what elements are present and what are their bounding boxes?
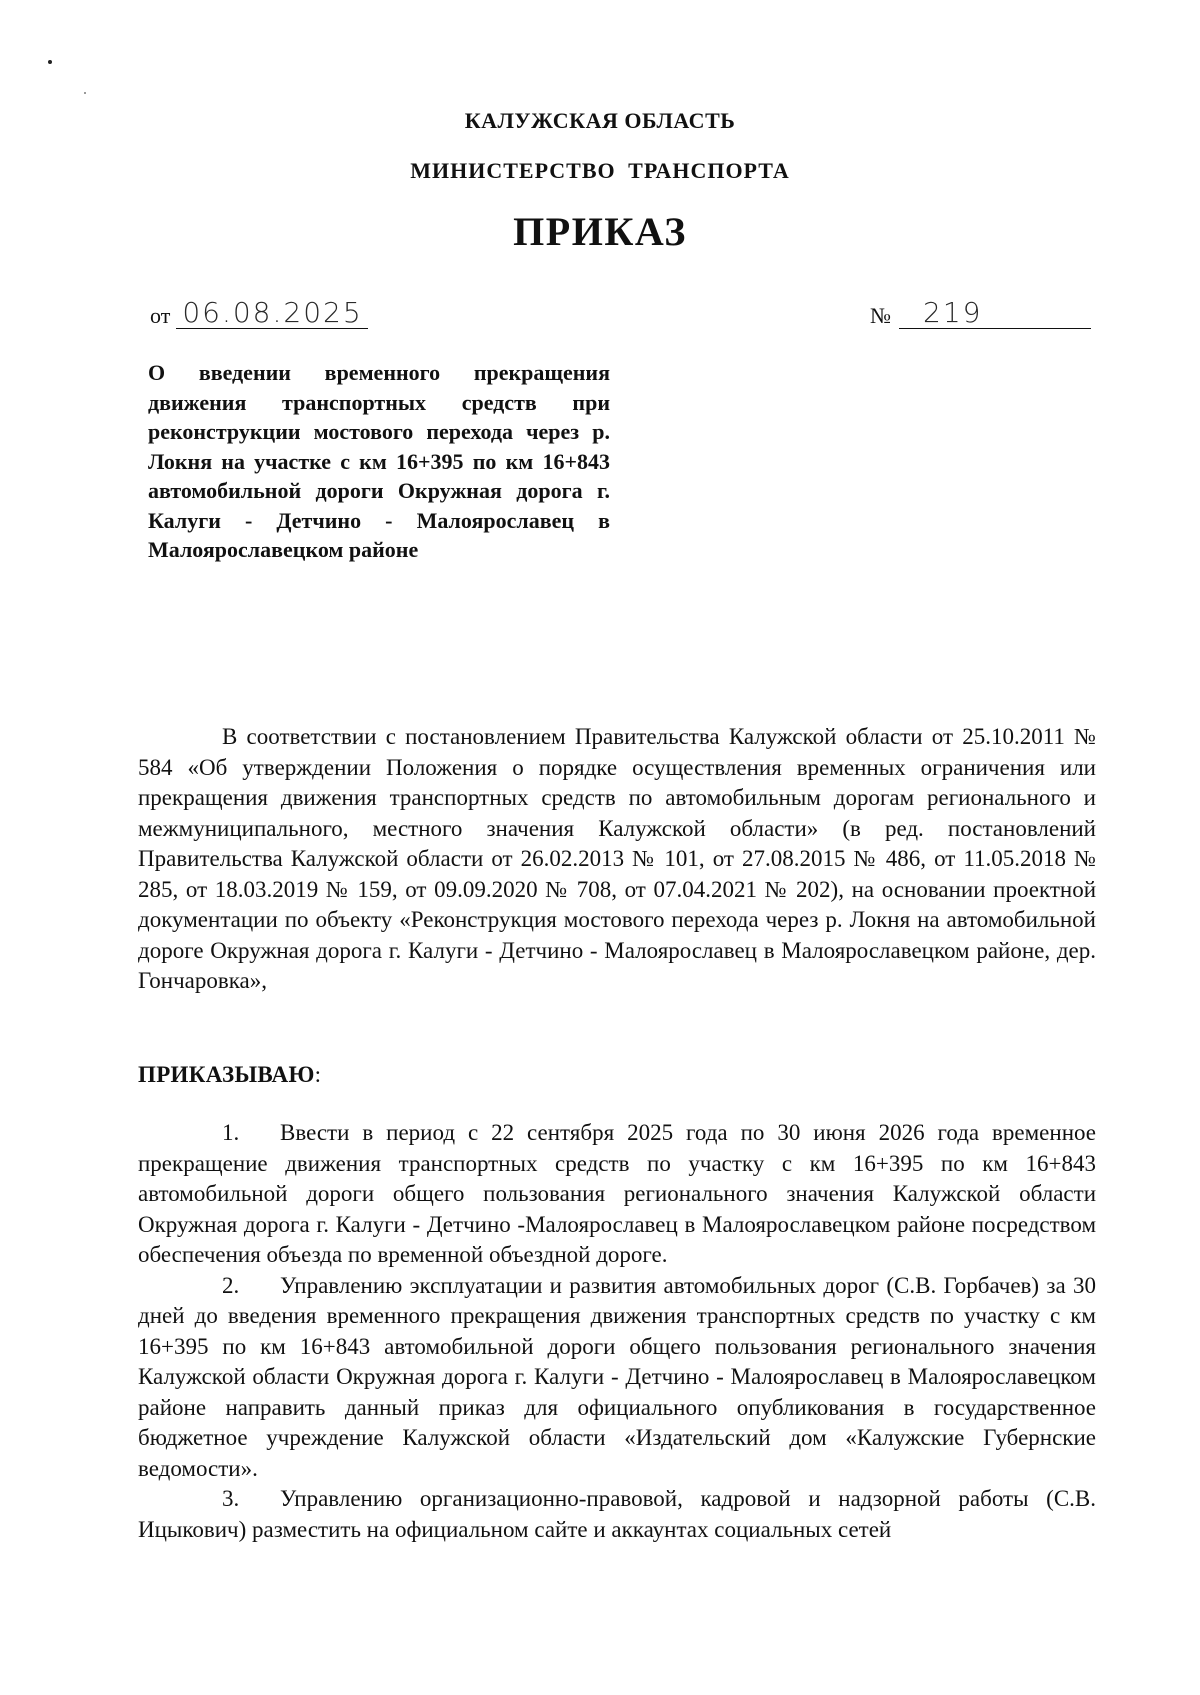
- order-item-text: Ввести в период с 22 сентября 2025 года по 30 июня 2026 года временное прекращение движения транспортных средств по участку с км 16+395 по км 16+843 автомобильной дороги общего пользования регионального значения Калужской области Окружная дорога г. Калуги - Детчино -Малоярославец в Малоярославецком районе посредством обеспечения объезда по временной объездной дороге.: [138, 1120, 1096, 1267]
- ministry-title: МИНИСТЕРСТВО ТРАНСПОРТА: [410, 158, 790, 183]
- preamble-paragraph: В соответствии с постановлением Правительства Калужской области от 25.10.2011 № 584 «Об утверждении Положения о порядке осуществления временных ограничения или прекращения движения транспортных средств по автомобильным дорогам регионального и межмуниципального, местного значения Калужской области» (в ред. постановлений Правительства Калужской области от 26.02.2013 № 101, от 27.08.2015 № 486, от 11.05.2018 № 285, от 18.03.2019 № 159, от 09.09.2020 № 708, от 07.04.2021 № 202), на основании проектной документации по объекту «Реконструкция мостового перехода через р. Локня на автомобильной дороге Окружная дорога г. Калуги - Детчино - Малоярославец в Малоярославецком районе, дер. Гончаровка»,: [138, 724, 1096, 993]
- order-heading-word: ПРИКАЗЫВАЮ: [138, 1062, 315, 1087]
- order-item: [138, 1271, 1096, 1485]
- order-items: [138, 1118, 1096, 1545]
- region-title: КАЛУЖСКАЯ ОБЛАСТЬ: [464, 108, 736, 133]
- date-label: от: [150, 303, 171, 328]
- number-row: [870, 298, 1091, 329]
- number-value: 219: [899, 298, 1091, 329]
- order-item-text: Управлению организационно-правовой, кадровой и надзорной работы (С.В. Ицыкович) разместить на официальном сайте и аккаунтах социальных сетей: [138, 1486, 1096, 1542]
- order-item-number: 1.: [222, 1120, 240, 1145]
- scan-speck: [48, 60, 52, 64]
- order-subject: О введении временного прекращения движения транспортных средств при реконструкции мостового перехода через р. Локня на участке с км 16+395 по км 16+843 автомобильной дороги Окружная дорога г. Калуги - Детчино - Малоярославец в Малоярославецком районе: [148, 360, 610, 562]
- order-item: [138, 1484, 1096, 1545]
- date-row: [150, 298, 368, 329]
- order-item-text: Управлению эксплуатации и развития автомобильных дорог (С.В. Горбачев) за 30 дней до введения временного прекращения движения транспортных средств по участку с км 16+395 по км 16+843 автомобильной дороги общего пользования регионального значения Калужской области Окружная дорога г. Калуги - Детчино - Малоярославец в Малоярославецком районе направить данный приказ для официального опубликования в государственное бюджетное учреждение Калужской области «Издательский дом «Калужские Губернские ведомости».: [138, 1272, 1096, 1481]
- number-label: №: [870, 303, 891, 328]
- order-item-number: 2.: [222, 1272, 240, 1298]
- scan-speck: [84, 92, 86, 94]
- document-type-title: ПРИКАЗ: [513, 209, 687, 254]
- order-heading: [138, 1062, 321, 1088]
- order-heading-colon: :: [314, 1062, 322, 1087]
- date-value: 06.08.2025: [176, 298, 368, 329]
- order-item: [138, 1118, 1096, 1271]
- order-item-number: 3.: [222, 1486, 240, 1511]
